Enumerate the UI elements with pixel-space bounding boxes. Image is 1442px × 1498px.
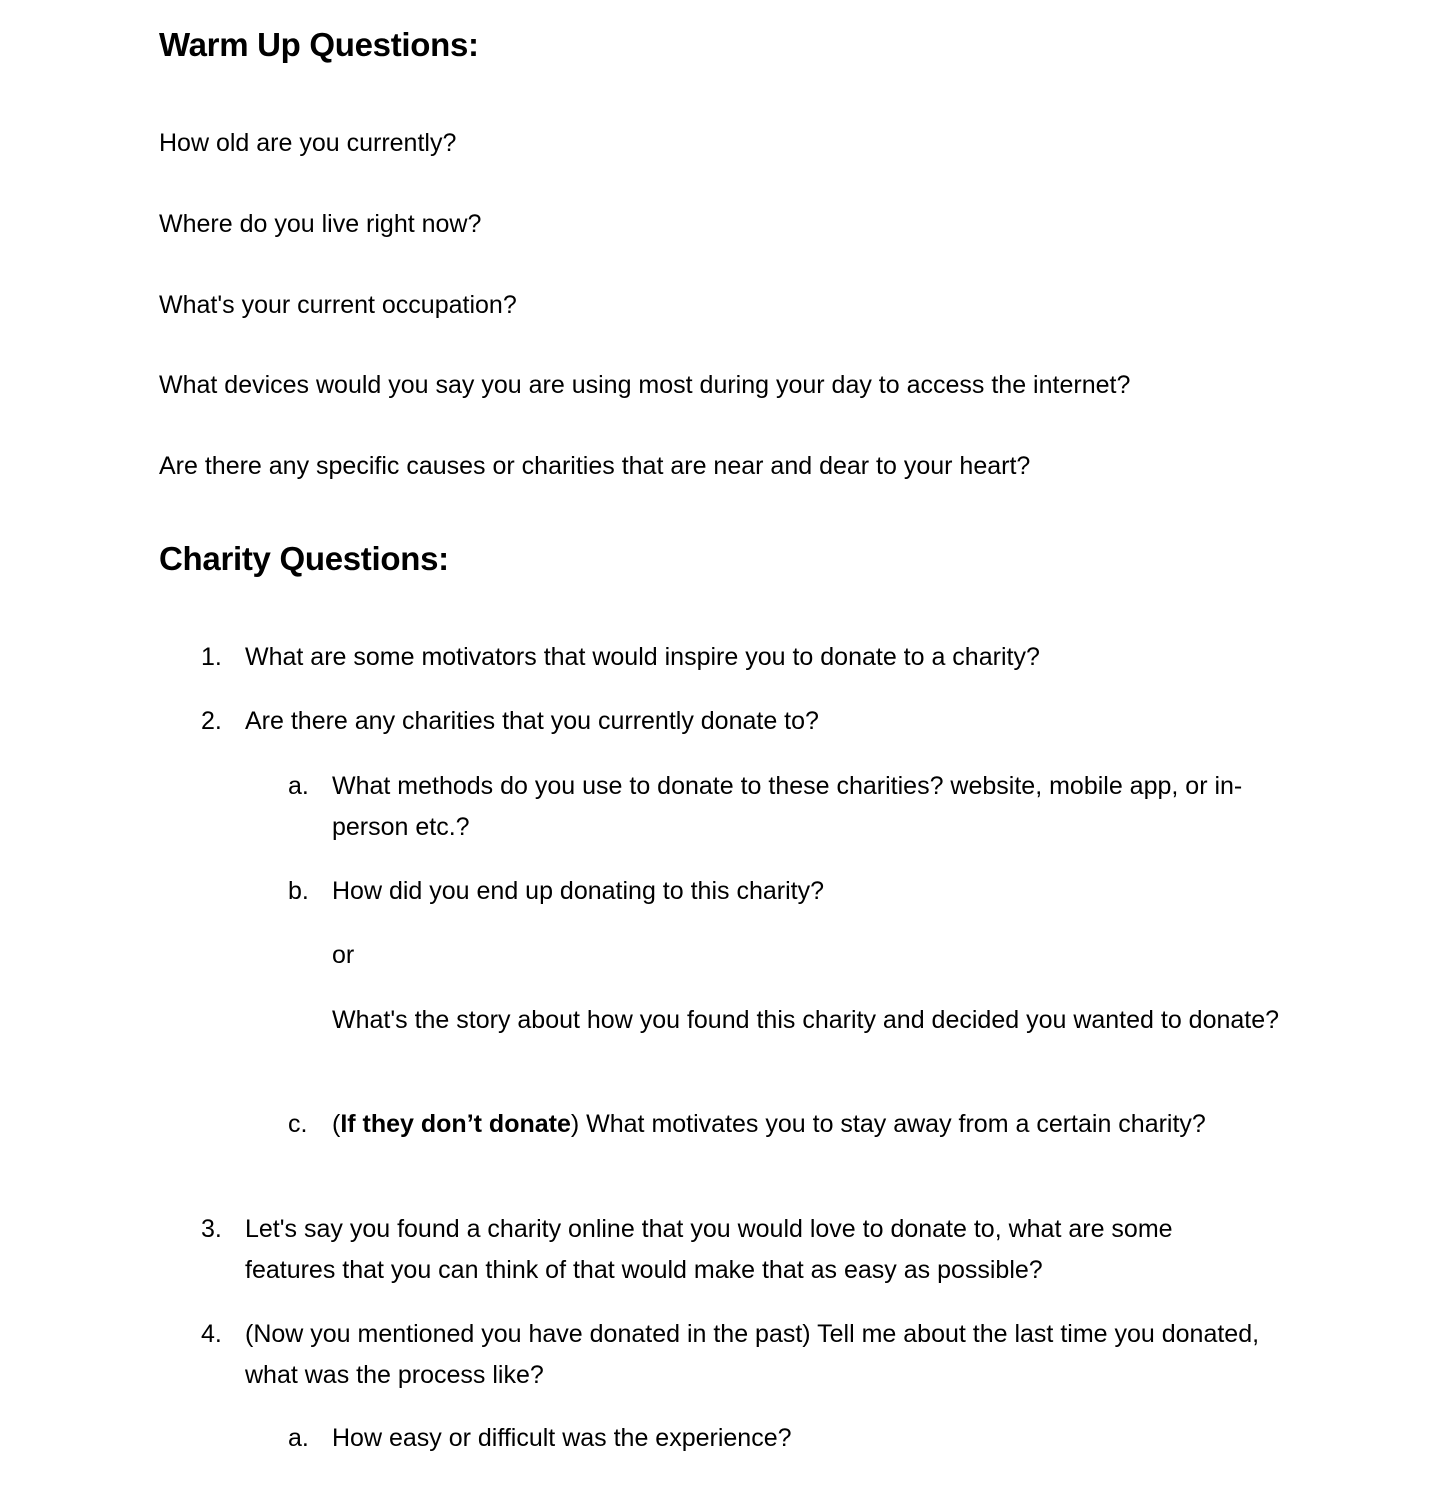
sub-list-marker: a. [288,772,309,800]
sub-list-item: What methods do you use to donate to these charities? website, mobile app, or in-person etc.? [332,772,1243,841]
list-item: (Now you mentioned you have donated in the past) Tell me about the last time you donated, what was the process like? [245,1320,1260,1389]
sub-list-item: How easy or difficult was the experience? [332,1424,792,1452]
warm-up-question: Where do you live right now? [159,210,482,238]
warm-up-question: What devices would you say you are using most during your day to access the internet? [159,371,1131,399]
warm-up-heading: Warm Up Questions: [159,26,479,63]
list-item: Are there any charities that you currently donate to? [245,707,819,735]
warm-up-question: Are there any specific causes or charities that are near and dear to your heart? [159,452,1031,480]
sub-list-marker: a. [288,1424,309,1452]
list-marker: 4. [201,1320,222,1348]
bold-prefix: If they don’t donate [340,1110,571,1138]
warm-up-question: How old are you currently? [159,129,457,157]
sub-list-alt: What's the story about how you found this charity and decided you wanted to donate? [332,1006,1280,1034]
sub-list-marker: b. [288,877,309,905]
charity-heading: Charity Questions: [159,540,449,577]
list-marker: 2. [201,707,222,735]
list-item: What are some motivators that would inspire you to donate to a charity? [245,643,1040,671]
list-item: Let's say you found a charity online that you would love to donate to, what are some features that you can think of that would make that as easy as possible? [245,1215,1173,1284]
sub-list-marker: c. [288,1110,308,1138]
sub-list-item: How did you end up donating to this charity? [332,877,824,905]
sub-list-or: or [332,941,355,969]
sub-list-item: (If they don’t donate) What motivates you to stay away from a certain charity? [332,1110,1206,1138]
warm-up-question: What's your current occupation? [159,291,517,319]
list-marker: 1. [201,643,222,671]
list-marker: 3. [201,1215,222,1243]
